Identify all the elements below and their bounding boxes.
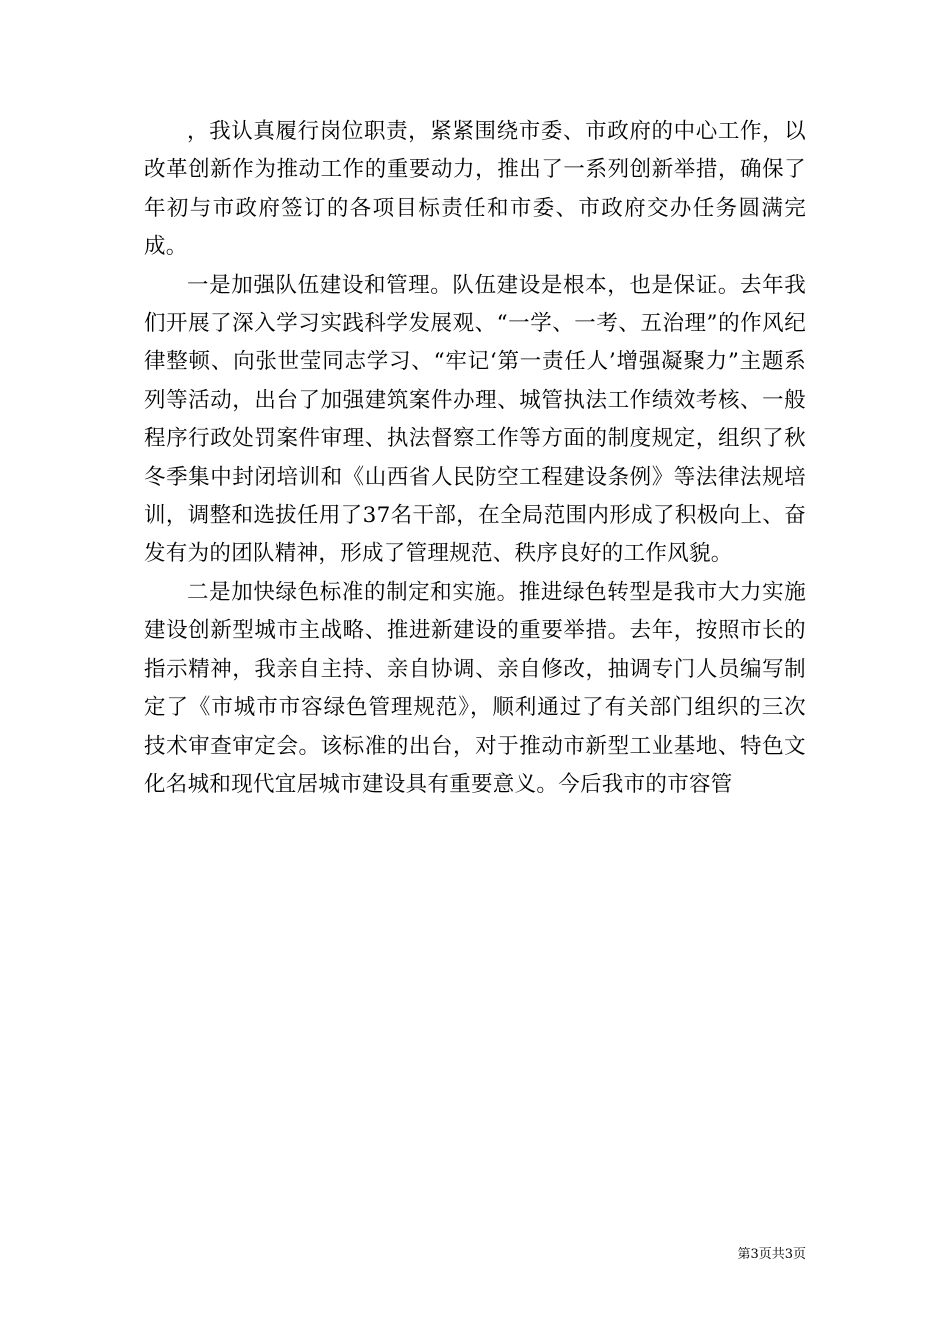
page-number-footer: 第3页共3页 [737, 1247, 806, 1262]
document-body [144, 113, 806, 804]
paragraph-intro: ，我认真履行岗位职责，紧紧围绕市委、市政府的中心工作，以改革创新作为推动工作的重要动力，推出了一系列创新举措，确保了年初与市政府签订的各项目标责任和市委、市政府交办任务圆满完成。 [144, 119, 806, 260]
paragraph-green-standard: 二是加快绿色标准的制定和实施。推进绿色转型是我市大力实施建设创新型城市主战略、推进新建设的重要举措。去年，按照市长的指示精神，我亲自主持、亲自协调、亲自修改，抽调专门人员编写制定了《市城市市容绿色管理规范》，顺利通过了有关部门组织的三次技术审查审定会。该标准的出台，对于推动市新型工业基地、特色文化名城和现代宜居城市建设具有重要意义。今后我市的市容管 [144, 579, 806, 797]
paragraph-team-building: 一是加强队伍建设和管理。队伍建设是根本，也是保证。去年我们开展了深入学习实践科学发展观、“一学、一考、五治理”的作风纪律整顿、向张世莹同志学习、“牢记‘第一责任人’增强凝聚力”主题系列等活动，出台了加强建筑案件办理、城管执法工作绩效考核、一般程序行政处罚案件审理、执法督察工作等方面的制度规定，组织了秋冬季集中封闭培训和《山西省人民防空工程建设条例》等法律法规培训，调整和选拔任用了37名干部，在全局范围内形成了积极向上、奋发有为的团队精神，形成了管理规范、秩序良好的工作风貌。 [144, 272, 806, 567]
